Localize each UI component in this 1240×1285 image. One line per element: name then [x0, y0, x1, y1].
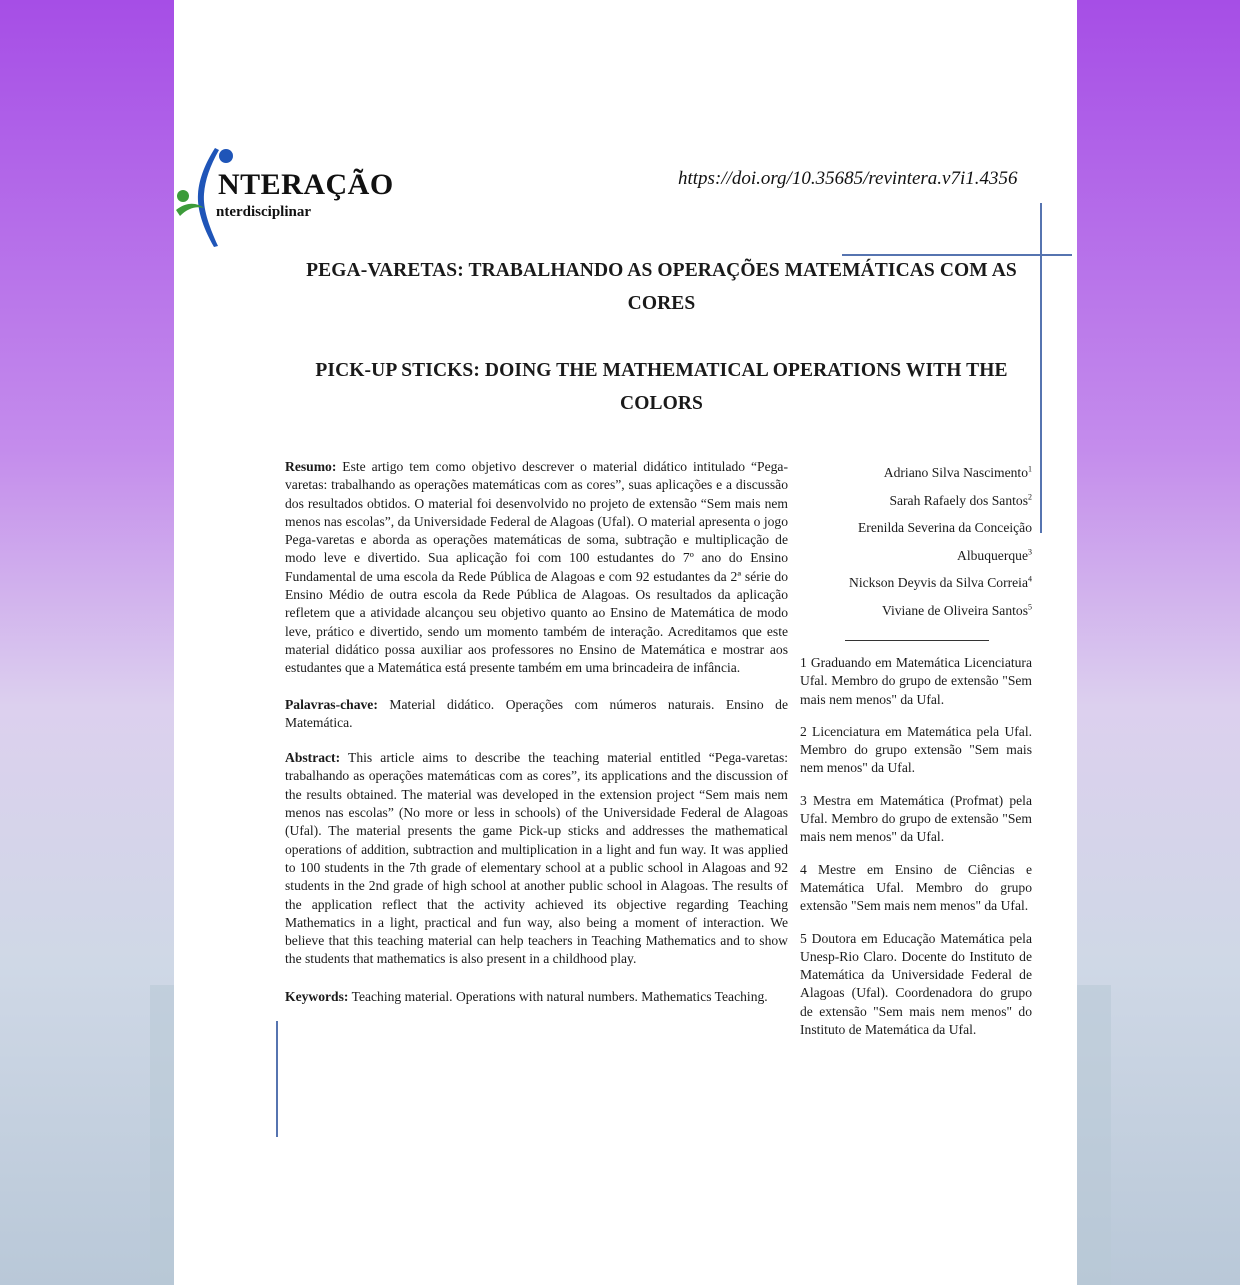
- logo-subtitle: nterdisciplinar: [216, 204, 312, 220]
- title-en-line1: PICK-UP STICKS: DOING THE MATHEMATICAL OPERATIONS WITH THE: [315, 360, 1008, 381]
- author-note: 5 Doutora em Educação Matemática pela Unesp-Rio Claro. Docente do Instituto de Matemática da Universidade Federal de Alagoas (Ufal). Coordenadora do grupo de extensão "Sem mais nem menos" do Instituto de Matemática da Ufal.: [800, 930, 1032, 1038]
- palavras-text: Material didático. Operações com números naturais. Ensino de Matemática.: [285, 696, 789, 730]
- journal-logo: [174, 146, 404, 256]
- author-item: Viviane de Oliveira Santos$^5$: [881, 601, 1032, 618]
- keywords-paragraph: [285, 988, 788, 1006]
- author-item: Erenilda Severina da Conceição Albuquerque$^3$: [858, 520, 1032, 563]
- side-band-right: [1077, 985, 1111, 1285]
- side-band-left: [150, 985, 174, 1285]
- author-note: 2 Licenciatura em Matemática pela Ufal. Membro do grupo extensão "Sem mais nem menos" da Ufal.: [800, 723, 1032, 776]
- abstract-column: [285, 458, 788, 1006]
- logo-wordmark: NTERAÇÃO: [218, 168, 394, 201]
- abstract-paragraph: [285, 749, 788, 969]
- footnote-separator: [845, 640, 989, 641]
- abstract-text: This article aims to describe the teaching material entitled “Pega-varetas: trabalhando as operações matemáticas com as cores”, its applications and the discussion of the results obtained. The material was developed in the extension project “Sem mais nem menos nas escolas” (No more or less in schools) of the Universidade Federal de Alagoas (Ufal). The material presents the game Pick-up sticks and addresses the mathematical operations of addition, subtraction and multiplication in a light and fun way. It was applied to 100 students in the 7th grade of elementary school at a public school in Alagoas and 92 students in the 2nd grade of high school at another public school in Alagoas. The results of the application reflect that the activity achieved its objective regarding Teaching Mathematics in a light, practical and fun way, also being a moment of interaction. We believe that this teaching material can help teachers in Teaching Mathematics and to show the students that mathematics is also present in a childhood play.: [285, 750, 789, 967]
- abstract-label: Abstract:: [285, 750, 341, 766]
- resumo-paragraph: [285, 458, 788, 678]
- author-note: 3 Mestra em Matemática (Profmat) pela Ufal. Membro do grupo de extensão "Sem mais nem menos" da Ufal.: [800, 792, 1032, 845]
- paper-page: [174, 0, 1077, 1285]
- author-item: Adriano Silva Nascimento$^1$: [883, 464, 1032, 480]
- author-note: 1 Graduando em Matemática Licenciatura Ufal. Membro do grupo de extensão "Sem mais nem menos" da Ufal.: [800, 655, 1032, 707]
- author-item: Sarah Rafaely dos Santos$^2$: [889, 491, 1032, 508]
- palavras-label: Palavras-chave:: [285, 696, 378, 712]
- author-note: 4 Mestre em Ensino de Ciências e Matemática Ufal. Membro do grupo extensão "Sem mais nem menos" da Ufal.: [800, 861, 1032, 914]
- author-item: Nickson Deyvis da Silva Correia$^4$: [849, 574, 1032, 590]
- keywords-label: Keywords:: [285, 988, 349, 1004]
- palavras-paragraph: [285, 696, 788, 733]
- title-pt-line2: CORES: [627, 293, 696, 314]
- title-en-line2: COLORS: [620, 393, 703, 414]
- author-list: [800, 459, 1032, 624]
- author-notes: [800, 654, 1032, 1053]
- doi-link[interactable]: https://doi.org/10.35685/revintera.v7i1.4356: [678, 168, 1018, 189]
- resumo-text: Este artigo tem como objetivo descrever o material didático intitulado “Pega-varetas: trabalhando as operações matemáticas com as cores”, suas aplicações e a discussão dos resultados obtidos. O material foi desenvolvido no projeto de extensão “Sem mais nem menos nas escolas”, da Universidade Federal de Alagoas (Ufal). O material apresenta o jogo Pega-varetas e aborda as operações matemáticas de soma, subtração e multiplicação de modo leve e divertido. Sua aplicação foi com 100 estudantes do 7º ano do Ensino Fundamental de uma escola da Rede Pública de Alagoas e com 92 estudantes da 2ª série do Ensino Médio de outra escola da Rede Pública de Alagoas. Os resultados da aplicação refletem que a atividade alcançou seu objetivo quanto ao Ensino de Matemática de modo leve, prático e divertido, sendo um momento também de interação. Acreditamos que este material didático possa auxiliar aos professores no Ensino de Matemática e mostrar aos estudantes que a Matemática está presente também em uma brincadeira de infância.: [285, 459, 788, 676]
- resumo-label: Resumo:: [285, 459, 337, 474]
- title-portuguese: [274, 254, 1049, 320]
- accent-line-vertical-left: [276, 1021, 278, 1137]
- title-pt-line1: PEGA-VARETAS: TRABALHANDO AS OPERAÇÕES MATEMÁTICAS COM AS: [306, 260, 1017, 281]
- title-english: [274, 354, 1049, 420]
- keywords-text: Teaching material. Operations with natural numbers. Mathematics Teaching.: [351, 988, 768, 1004]
